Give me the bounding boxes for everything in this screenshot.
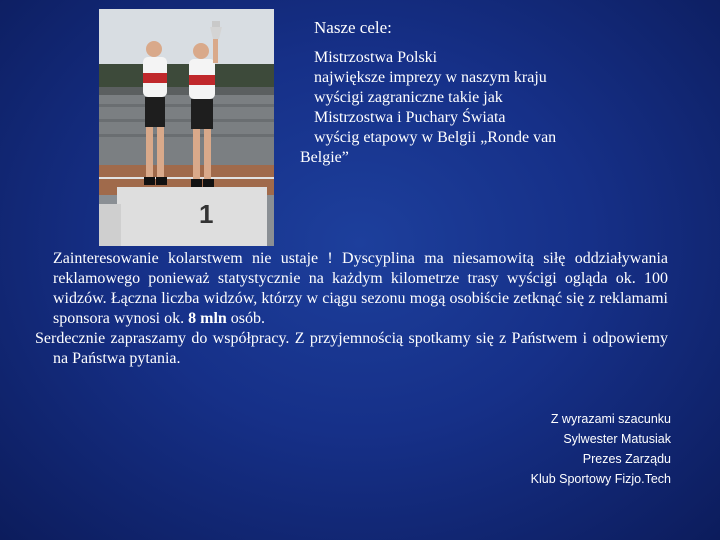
- signature-position: Prezes Zarządu: [582, 452, 671, 466]
- goals-section: [300, 18, 610, 168]
- signature-block: [531, 409, 671, 489]
- goal-item: Belgie”: [300, 149, 349, 167]
- signature-closing: Z wyrazami szacunku: [550, 412, 671, 426]
- body-text: [35, 249, 668, 369]
- goals-title: Nasze cele:: [314, 18, 392, 37]
- podium-photo: [99, 9, 274, 246]
- goal-item: wyścig etapowy w Belgii „Ronde van: [314, 129, 557, 147]
- signature-organization: Klub Sportowy Fizjo.Tech: [530, 472, 671, 486]
- goal-item: Mistrzostwa Polski: [314, 49, 438, 67]
- interest-paragraph: [35, 249, 668, 329]
- goal-item: największe imprezy w naszym kraju: [314, 69, 547, 87]
- viewers-count: 8 mln: [188, 310, 227, 327]
- goal-item: Mistrzostwa i Puchary Świata: [314, 109, 506, 127]
- goals-list: [300, 48, 610, 168]
- invitation-text: Serdecznie zapraszamy do współpracy. Z przyjemnością spotkamy się z Państwem i odpowiemy na Państwa pytania.: [35, 330, 668, 367]
- invitation-paragraph: [35, 329, 668, 369]
- goal-item: wyścigi zagraniczne takie jak: [314, 89, 503, 107]
- interest-text-2: osób.: [226, 310, 266, 327]
- podium-number: 1: [199, 199, 214, 229]
- signature-name: Sylwester Matusiak: [563, 432, 671, 446]
- interest-text-1: Zainteresowanie kolarstwem nie ustaje ! Dyscyplina ma niesamowitą siłę oddziaływania reklamowego ponieważ statystycznie na każdym kilometrze trasy wyścigi ogląda ok. 100 widzów. Łączna liczba widzów, którzy w ciągu sezonu mogą osobiście zetknąć się z reklamami sponsora wynosi ok.: [53, 250, 668, 327]
